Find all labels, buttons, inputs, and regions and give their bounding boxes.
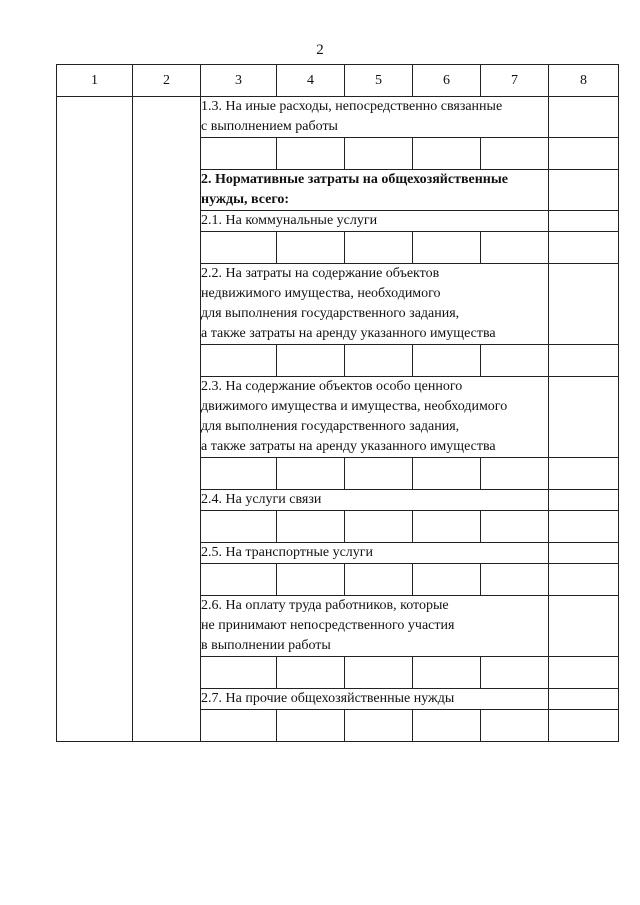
column-header: 8: [549, 65, 619, 97]
column-8-cell: [549, 689, 619, 710]
column-header: 7: [481, 65, 549, 97]
column-8-cell: [549, 345, 619, 377]
column-8-cell: [549, 264, 619, 345]
column-3-cell: [201, 138, 277, 170]
column-4-cell: [277, 511, 345, 543]
row-label-cell: [201, 211, 549, 232]
column-4-cell: [277, 138, 345, 170]
column-8-cell: [549, 377, 619, 458]
column-6-cell: [413, 564, 481, 596]
row-label: 2.3. На содержание объектов особо ценного движимого имущества и имущества, необходимого для выполнения государственного задания, а также затраты на аренду указанного имущества: [201, 379, 508, 454]
column-3-cell: [201, 458, 277, 490]
column-8-cell: [549, 543, 619, 564]
row-label: 2.4. На услуги связи: [201, 492, 322, 507]
row-label: 2.6. На оплату труда работников, которые не принимают непосредственного участия в выполнении работы: [201, 598, 455, 653]
column-5-cell: [345, 511, 413, 543]
page-number: 2: [316, 42, 324, 58]
row-label: 2.2. На затраты на содержание объектов недвижимого имущества, необходимого для выполнения государственного задания, а также затраты на аренду указанного имущества: [201, 266, 496, 341]
column-8-cell: [549, 97, 619, 138]
row-label: 2.5. На транспортные услуги: [201, 545, 374, 560]
column-header: 5: [345, 65, 413, 97]
column-5-cell: [345, 232, 413, 264]
row-label: 2.1. На коммунальные услуги: [201, 213, 378, 228]
column-2-cell: [133, 97, 201, 742]
column-6-cell: [413, 138, 481, 170]
column-8-cell: [549, 596, 619, 657]
column-8-cell: [549, 138, 619, 170]
column-5-cell: [345, 458, 413, 490]
row-label-cell: [201, 97, 549, 138]
column-7-cell: [481, 232, 549, 264]
column-7-cell: [481, 345, 549, 377]
column-6-cell: [413, 710, 481, 742]
column-5-cell: [345, 564, 413, 596]
column-8-cell: [549, 490, 619, 511]
column-8-cell: [549, 564, 619, 596]
column-8-cell: [549, 458, 619, 490]
column-3-cell: [201, 564, 277, 596]
column-8-cell: [549, 511, 619, 543]
column-8-cell: [549, 211, 619, 232]
row-label-cell: [201, 377, 549, 458]
row-label: 1.3. На иные расходы, непосредственно связанные с выполнением работы: [201, 99, 503, 134]
column-4-cell: [277, 232, 345, 264]
row-label-cell: [201, 543, 549, 564]
header-row: [57, 65, 619, 97]
column-header: 1: [57, 65, 133, 97]
column-5-cell: [345, 138, 413, 170]
row-label: 2. Нормативные затраты на общехозяйственные нужды, всего:: [201, 172, 508, 207]
column-8-cell: [549, 232, 619, 264]
column-6-cell: [413, 458, 481, 490]
column-3-cell: [201, 345, 277, 377]
column-4-cell: [277, 345, 345, 377]
column-header: 2: [133, 65, 201, 97]
column-header: 4: [277, 65, 345, 97]
column-3-cell: [201, 511, 277, 543]
column-3-cell: [201, 710, 277, 742]
column-7-cell: [481, 458, 549, 490]
column-6-cell: [413, 657, 481, 689]
row-label-cell: [201, 170, 549, 211]
column-7-cell: [481, 511, 549, 543]
column-7-cell: [481, 138, 549, 170]
column-4-cell: [277, 710, 345, 742]
column-8-cell: [549, 710, 619, 742]
column-5-cell: [345, 710, 413, 742]
column-7-cell: [481, 564, 549, 596]
column-6-cell: [413, 511, 481, 543]
row-label-cell: [201, 490, 549, 511]
column-7-cell: [481, 657, 549, 689]
row-label-cell: [201, 596, 549, 657]
column-4-cell: [277, 657, 345, 689]
column-3-cell: [201, 657, 277, 689]
column-6-cell: [413, 232, 481, 264]
column-5-cell: [345, 345, 413, 377]
column-8-cell: [549, 170, 619, 211]
row-label-cell: [201, 264, 549, 345]
column-8-cell: [549, 657, 619, 689]
column-1-cell: [57, 97, 133, 742]
column-6-cell: [413, 345, 481, 377]
row-label: 2.7. На прочие общехозяйственные нужды: [201, 691, 455, 706]
column-7-cell: [481, 710, 549, 742]
column-5-cell: [345, 657, 413, 689]
column-4-cell: [277, 458, 345, 490]
column-header: 3: [201, 65, 277, 97]
column-4-cell: [277, 564, 345, 596]
column-3-cell: [201, 232, 277, 264]
column-header: 6: [413, 65, 481, 97]
row-label-cell: [201, 689, 549, 710]
expenses-table: [56, 64, 619, 742]
